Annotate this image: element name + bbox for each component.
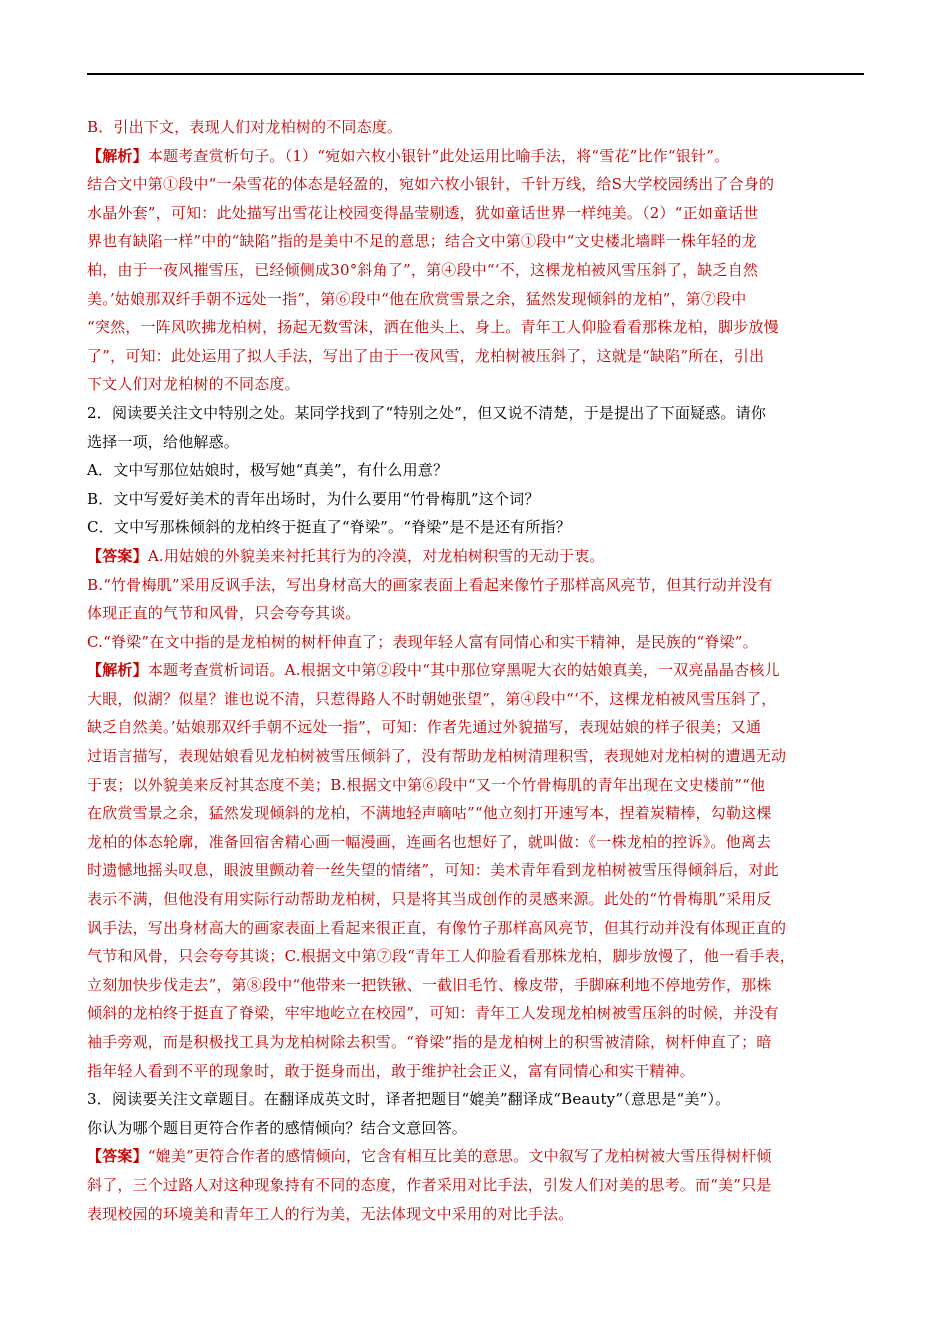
line-text: 立刻加快步伐走去”，第⑧段中“他带来一把铁锹、一截旧毛竹、橡皮带，手脚麻利地不停地劳作，那株	[87, 975, 772, 994]
text-line	[87, 799, 864, 828]
text-line	[87, 513, 864, 542]
text-line	[87, 942, 864, 971]
text-line	[87, 113, 864, 142]
text-line	[87, 256, 864, 285]
text-line	[87, 199, 864, 228]
line-text: 柏，由于一夜风摧雪压，已经倾侧成30°斜角了”，第④段中“‘不，这棵龙柏被风雪压斜了，缺乏自然	[87, 260, 759, 279]
answer-label: 【答案】	[87, 546, 148, 565]
line-text: 讽手法，写出身材高大的画家表面上看起来很正直，有像竹子那样高风亮节，但其行动并没有体现正直的	[87, 918, 787, 937]
text-line	[87, 1114, 864, 1143]
text-line	[87, 971, 864, 1000]
text-line	[87, 1142, 864, 1171]
line-text: 大眼，似湖？似星？谁也说不清，只惹得路人不时朝她张望”，第④段中“‘不，这棵龙柏被风雪压斜了，	[87, 689, 777, 708]
answer-label: 【答案】	[87, 1147, 148, 1166]
line-text: 体现正直的气节和风骨，只会夸夸其谈。	[87, 604, 361, 623]
analysis-label: 【解析】	[87, 146, 148, 165]
text-line	[87, 828, 864, 857]
text-line	[87, 399, 864, 428]
line-text: C.“脊梁”在文中指的是龙柏树的树杆伸直了；表现年轻人富有同情心和实干精神，是民族的“脊梁”。	[87, 632, 758, 651]
line-text: 气节和风骨，只会夸夸其谈；C.根据文中第⑦段“青年工人仰脸看看那株龙柏，脚步放慢了，他一看手表，	[87, 947, 795, 966]
text-line	[87, 485, 864, 514]
line-text: B．引出下文，表现人们对龙柏树的不同态度。	[87, 118, 403, 136]
text-line	[87, 542, 864, 571]
text-line	[87, 1200, 864, 1229]
text-line	[87, 628, 864, 657]
line-text: 下文人们对龙柏树的不同态度。	[87, 375, 300, 394]
line-text: 倾斜的龙柏终于挺直了脊梁，牢牢地屹立在校园”，可知：青年工人发现龙柏树被雪压斜的时候，并没有	[87, 1004, 779, 1023]
text-line	[87, 685, 864, 714]
text-line	[87, 313, 864, 342]
text-line	[87, 1028, 864, 1057]
line-text: 斜了，三个过路人对这种现象持有不同的态度，作者采用对比手法，引发人们对美的思考。而“美”只是	[87, 1175, 772, 1194]
text-line	[87, 456, 864, 485]
line-text: 袖手旁观，而是积极找工具为龙柏树除去积雪。“脊梁”指的是龙柏树上的积雪被清除，树杆伸直了；暗	[87, 1033, 772, 1051]
line-text: 水晶外套”，可知：此处描写出雪花让校园变得晶莹剔透，犹如童话世界一样纯美。（2）“正如童话世	[87, 203, 759, 222]
text-line	[87, 142, 864, 171]
line-text: 于衷；以外貌美来反衬其态度不美；B.根据文中第⑥段中“又一个竹骨梅肌的青年出现在文史楼前”“他	[87, 775, 766, 794]
text-line	[87, 713, 864, 742]
document-body	[87, 113, 864, 1228]
line-text: 3．阅读要关注文章题目。在翻译成英文时，译者把题目“媲美”翻译成“Beauty”（意思是“美”）。	[87, 1090, 731, 1109]
line-text: “媲美”更符合作者的感情倾向，它含有相互比美的意思。文中叙写了龙柏树被大雪压得树杆倾	[147, 1147, 772, 1166]
line-text: 表现校园的环境美和青年工人的行为美，无法体现文中采用的对比手法。	[87, 1204, 574, 1223]
text-line	[87, 1171, 864, 1200]
line-text: 美。’姑娘那双纤手朝不远处一指”，第⑥段中“他在欣赏雪景之余，猛然发现倾斜的龙柏”，第⑦段中	[87, 289, 747, 308]
text-line	[87, 285, 864, 314]
text-line	[87, 599, 864, 628]
text-line	[87, 227, 864, 256]
text-line	[87, 1085, 864, 1114]
text-line	[87, 1057, 864, 1086]
line-text: 你认为哪个题目更符合作者的感情倾向？结合文意回答。	[87, 1118, 468, 1137]
line-text: 指年轻人看到不平的现象时，敢于挺身而出，敢于维护社会正义，富有同情心和实干精神。	[87, 1061, 696, 1080]
line-text: C．文中写那株倾斜的龙柏终于挺直了“脊梁”。“脊梁”是不是还有所指？	[87, 518, 571, 537]
line-text: 龙柏的体态轮廓，准备回宿舍精心画一幅漫画，连画名也想好了，就叫做：《一株龙柏的控诉》。他离去	[87, 832, 772, 851]
analysis-label: 【解析】	[87, 661, 148, 680]
text-line	[87, 856, 864, 885]
line-text: 界也有缺陷一样”中的“缺陷”指的是美中不足的意思；结合文中第①段中“文史楼北墙畔一株年轻的龙	[87, 232, 757, 251]
text-line	[87, 656, 864, 685]
line-text: 本题考查赏析词语。A.根据文中第②段中“其中那位穿黑呢大衣的姑娘真美，一双亮晶晶杏核儿	[147, 661, 780, 680]
text-line	[87, 342, 864, 371]
text-line	[87, 771, 864, 800]
text-line	[87, 914, 864, 943]
text-line	[87, 428, 864, 457]
text-line	[87, 571, 864, 600]
line-text: 表示不满，但他没有用实际行动帮助龙柏树，只是将其当成创作的灵感来源。此处的“竹骨梅肌”采用反	[87, 890, 772, 909]
line-text: 结合文中第①段中“一朵雪花的体态是轻盈的，宛如六枚小银针，千针万线，给S大学校园绣出了合身的	[87, 175, 775, 194]
line-text: 在欣赏雪景之余，猛然发现倾斜的龙柏，不满地轻声嘀咕”“他立刻打开速写本，捏着炭精棒，勾勒这棵	[87, 804, 772, 823]
line-text: B．文中写爱好美术的青年出场时，为什么要用“竹骨梅肌”这个词？	[87, 489, 540, 508]
text-line	[87, 742, 864, 771]
line-text: 2．阅读要关注文中特别之处。某同学找到了“特别之处”，但又说不清楚，于是提出了下面疑惑。请你	[87, 403, 767, 422]
text-line	[87, 370, 864, 399]
line-text: 缺乏自然美。’姑娘那双纤手朝不远处一指”，可知：作者先通过外貌描写，表现姑娘的样子很美；又通	[87, 718, 762, 737]
line-text: “突然，一阵风吹拂龙柏树，扬起无数雪沫，洒在他头上、身上。青年工人仰脸看看那株龙柏，脚步放慢	[87, 318, 779, 337]
text-line	[87, 170, 864, 199]
header-rule	[87, 73, 864, 75]
line-text: 本题考查赏析句子。（1）“宛如六枚小银针”此处运用比喻手法，将“雪花”比作“银针”。	[147, 146, 730, 165]
line-text: 选择一项，给他解惑。	[87, 432, 240, 451]
text-line	[87, 999, 864, 1028]
line-text: B.“竹骨梅肌”采用反讽手法，写出身材高大的画家表面上看起来像竹子那样高风亮节，但其行动并没有	[87, 575, 773, 594]
line-text: 过语言描写，表现姑娘看见龙柏树被雪压倾斜了，没有帮助龙柏树清理积雪，表现她对龙柏树的遭遇无动	[87, 747, 787, 766]
line-text: A．文中写那位姑娘时，极写她“真美”，有什么用意？	[87, 461, 449, 480]
line-text: 了”，可知：此处运用了拟人手法，写出了由于一夜风雪，龙柏树被压斜了，这就是“缺陷”所在，引出	[87, 346, 765, 365]
line-text: A.用姑娘的外貌美来衬托其行为的冷漠，对龙柏树积雪的无动于衷。	[147, 546, 605, 565]
line-text: 时遗憾地摇头叹息，眼波里颤动着一丝失望的情绪”，可知：美术青年看到龙柏树被雪压得倾斜后，对此	[87, 861, 779, 880]
text-line	[87, 885, 864, 914]
